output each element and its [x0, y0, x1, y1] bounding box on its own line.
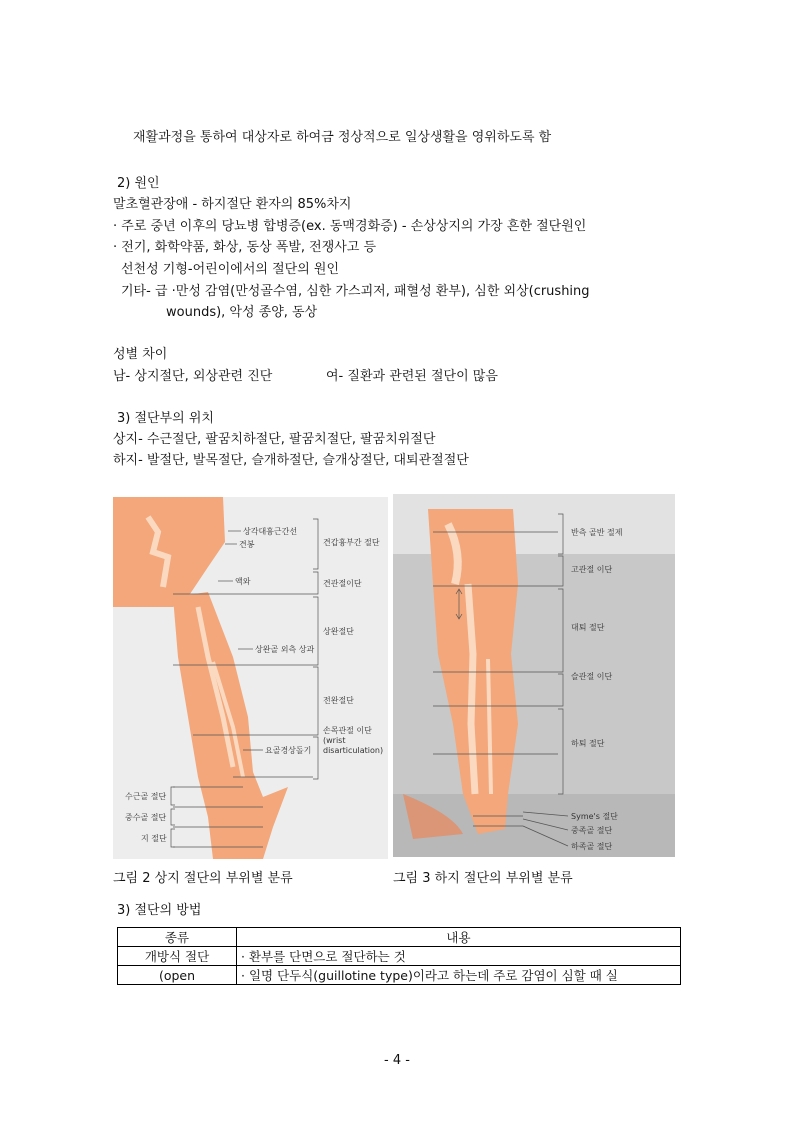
table-row — [118, 966, 681, 985]
method-heading: 3) 절단의 방법 — [117, 903, 202, 918]
lower-limb-figure — [393, 494, 675, 857]
table-header-row — [118, 928, 681, 947]
gender-female: 여- 질환과 관련된 절단이 많음 — [326, 369, 498, 384]
table-cell-type: (open — [118, 966, 237, 985]
upper-label: 수근골 절단 — [125, 792, 167, 801]
location-upper: 상지- 수근절단, 팔꿈치하절단, 팔꿈치절단, 팔꿈치위절단 — [113, 432, 436, 447]
upper-label: 손목관절 이단 — [323, 726, 372, 735]
upper-label: (wrist — [323, 736, 346, 745]
gender-male: 남- 상지절단, 외상관련 진단 — [113, 369, 273, 384]
cause-line: · 전기, 화학약품, 화상, 동상 폭발, 전쟁사고 등 — [113, 240, 377, 255]
table-row — [118, 947, 681, 966]
figure-lower-caption: 그림 3 하지 절단의 부위별 분류 — [393, 871, 573, 886]
upper-label: 전완절단 — [323, 696, 354, 705]
cause-line: 말초혈관장애 - 하지절단 환자의 85%차지 — [113, 197, 352, 212]
cause-line: wounds), 악성 종양, 동상 — [166, 305, 318, 320]
lower-label: 대퇴 절단 — [571, 623, 605, 632]
upper-label: 액와 — [235, 577, 251, 586]
upper-label: 상완절단 — [323, 627, 354, 636]
table-cell-content: · 환부를 단면으로 절단하는 것 — [237, 947, 681, 966]
lower-label: 반측 골반 절제 — [571, 528, 623, 537]
lower-label: 고관절 이단 — [571, 565, 613, 574]
upper-label: 지 절단 — [141, 834, 167, 843]
gender-heading: 성별 차이 — [113, 347, 168, 362]
table-cell-content: · 일명 단두식(guillotine type)이라고 하는데 주로 감염이 심할 때 실 — [237, 966, 681, 985]
upper-label: 견관절이단 — [323, 579, 362, 588]
lower-label: 슬관절 이단 — [571, 672, 613, 681]
cause-line: 기타- 급 ·만성 감염(만성골수염, 심한 가스괴저, 패혈성 환부), 심한 외상(crushing — [121, 284, 590, 299]
location-lower: 하지- 발절단, 발목절단, 슬개하절단, 슬개상절단, 대퇴관절절단 — [113, 453, 469, 468]
table-cell-type: 개방식 절단 — [118, 947, 237, 966]
page-number: - 4 - — [384, 1053, 410, 1068]
upper-label: 상완골 외측 상과 — [255, 645, 315, 654]
lower-label: Syme's 절단 — [571, 812, 618, 821]
upper-label: 견봉 — [239, 540, 255, 549]
lower-label: 하족골 절단 — [571, 842, 613, 851]
upper-label: 요골경상돌기 — [265, 746, 312, 755]
location-heading: 3) 절단부의 위치 — [117, 411, 214, 426]
lower-label: 중족골 절단 — [571, 826, 613, 835]
table-header-content: 내용 — [237, 928, 681, 947]
figure-upper-caption: 그림 2 상지 절단의 부위별 분류 — [113, 871, 293, 886]
upper-limb-figure — [113, 497, 388, 859]
intro-line: 재활과정을 통하여 대상자로 하여금 정상적으로 일상생활을 영위하도록 함 — [133, 130, 552, 145]
cause-line: 선천성 기형-어린이에서의 절단의 원인 — [121, 262, 340, 277]
upper-label: 견갑흉부간 절단 — [323, 538, 380, 547]
cause-line: · 주로 중년 이후의 당뇨병 합병증(ex. 동맥경화증) - 손상상지의 가장 흔한 절단원인 — [113, 219, 587, 234]
table-header-type: 종류 — [118, 928, 237, 947]
lower-label: 하퇴 절단 — [571, 739, 605, 748]
cause-heading: 2) 원인 — [117, 176, 160, 191]
upper-label: 상각대흉근간선 — [243, 527, 298, 536]
upper-label: 중수골 절단 — [125, 813, 167, 822]
upper-label: disarticulation) — [323, 746, 384, 755]
method-table — [117, 927, 681, 985]
